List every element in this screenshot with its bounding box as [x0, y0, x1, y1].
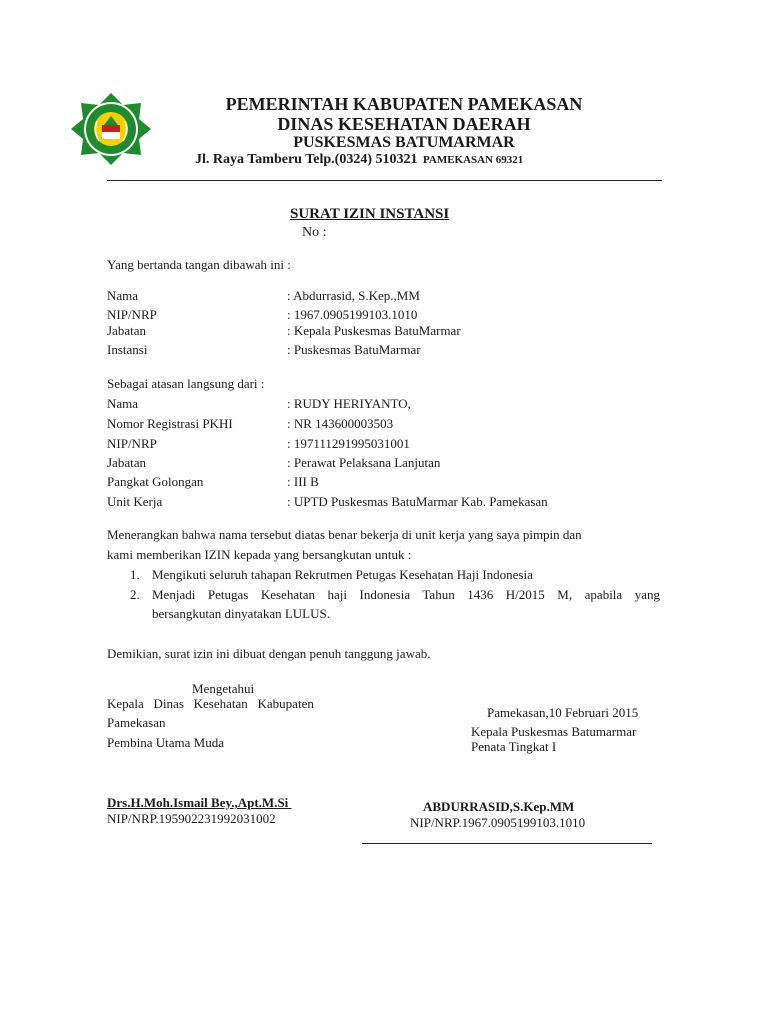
address-text: Jl. Raya Tamberu Telp.(0324) 510321	[195, 152, 418, 167]
field-value: : RUDY HERIYANTO,	[287, 396, 411, 411]
letterhead-line-3: PUSKESMAS BATUMARMAR	[293, 134, 515, 151]
statement-line-2: kami memberikan IZIN kepada yang bersangkutan untuk :	[107, 547, 412, 562]
acknowledge-label: Mengetahui	[192, 681, 255, 696]
right-signer-nip: NIP/NRP.1967.0905199103.1010	[410, 815, 586, 830]
field-value: : 197111291995031001	[287, 436, 410, 451]
letterhead-line-1: PEMERINTAH KABUPATEN PAMEKASAN	[225, 94, 583, 114]
list-item-text-continued: bersangkutan dinyatakan LULUS.	[152, 606, 330, 621]
left-signer-nip: NIP/NRP.195902231992031002	[107, 811, 276, 826]
letterhead-divider	[107, 180, 662, 181]
list-item-number: 1.	[130, 567, 140, 582]
letterhead-line-2: DINAS KESEHATAN DAERAH	[277, 114, 531, 134]
field-label: Nama	[107, 288, 139, 303]
signature-rule	[362, 843, 652, 844]
letter-number-label: No :	[302, 225, 327, 240]
field-label: Unit Kerja	[107, 494, 163, 509]
list-item-number: 2.	[130, 587, 140, 602]
letterhead-address	[195, 152, 523, 168]
field-value: : Kepala Puskesmas BatuMarmar	[287, 323, 461, 338]
left-rank: Pembina Utama Muda	[107, 735, 224, 750]
left-position-line-2: Pamekasan	[107, 715, 166, 730]
field-label: Jabatan	[107, 323, 146, 338]
statement-line-1: Menerangkan bahwa nama tersebut diatas benar bekerja di unit kerja yang saya pimpin dan	[107, 527, 582, 542]
intro-text: Yang bertanda tangan dibawah ini :	[107, 257, 291, 272]
field-value: : 1967.0905199103.1010	[287, 307, 418, 322]
field-value: : NR 143600003503	[287, 416, 394, 431]
field-value: : III B	[287, 474, 319, 489]
closing-text: Demikian, surat izin ini dibuat dengan penuh tanggung jawab.	[107, 646, 431, 661]
field-label: Jabatan	[107, 455, 146, 470]
field-value: : Perawat Pelaksana Lanjutan	[287, 455, 441, 470]
city-zip-text: PAMEKASAN 69321	[422, 154, 524, 166]
field-value: : UPTD Puskesmas BatuMarmar Kab. Pamekasan	[287, 494, 548, 509]
left-position-line-1: Kepala Dinas Kesehatan Kabupaten	[107, 696, 314, 711]
place-date: Pamekasan,10 Februari 2015	[487, 705, 639, 720]
field-label: Nomor Registrasi PKHI	[107, 416, 233, 431]
field-label: NIP/NRP	[107, 307, 157, 322]
right-rank: Penata Tingkat I	[471, 739, 557, 754]
field-value: : Abdurrasid, S.Kep.,MM	[287, 288, 420, 303]
list-item-text: Menjadi Petugas Kesehatan haji Indonesia Tahun 1436 H/2015 M, apabila yang	[152, 587, 660, 602]
kabupaten-pamekasan-seal-icon	[68, 92, 154, 166]
right-signer-name: ABDURRASID,S.Kep.MM	[423, 799, 575, 814]
field-label: Nama	[107, 396, 139, 411]
right-position: Kepala Puskesmas Batumarmar	[471, 724, 637, 739]
subordinate-intro: Sebagai atasan langsung dari :	[107, 376, 265, 391]
field-label: Instansi	[107, 342, 148, 357]
field-label: Pangkat Golongan	[107, 474, 204, 489]
field-value: : Puskesmas BatuMarmar	[287, 342, 421, 357]
letter-title: SURAT IZIN INSTANSI	[290, 206, 450, 222]
field-label: NIP/NRP	[107, 436, 157, 451]
left-signer-name: Drs.H.Moh.Ismail Bey.,Apt.M.Si	[107, 795, 292, 810]
list-item-text: Mengikuti seluruh tahapan Rekrutmen Petugas Kesehatan Haji Indonesia	[152, 567, 533, 582]
